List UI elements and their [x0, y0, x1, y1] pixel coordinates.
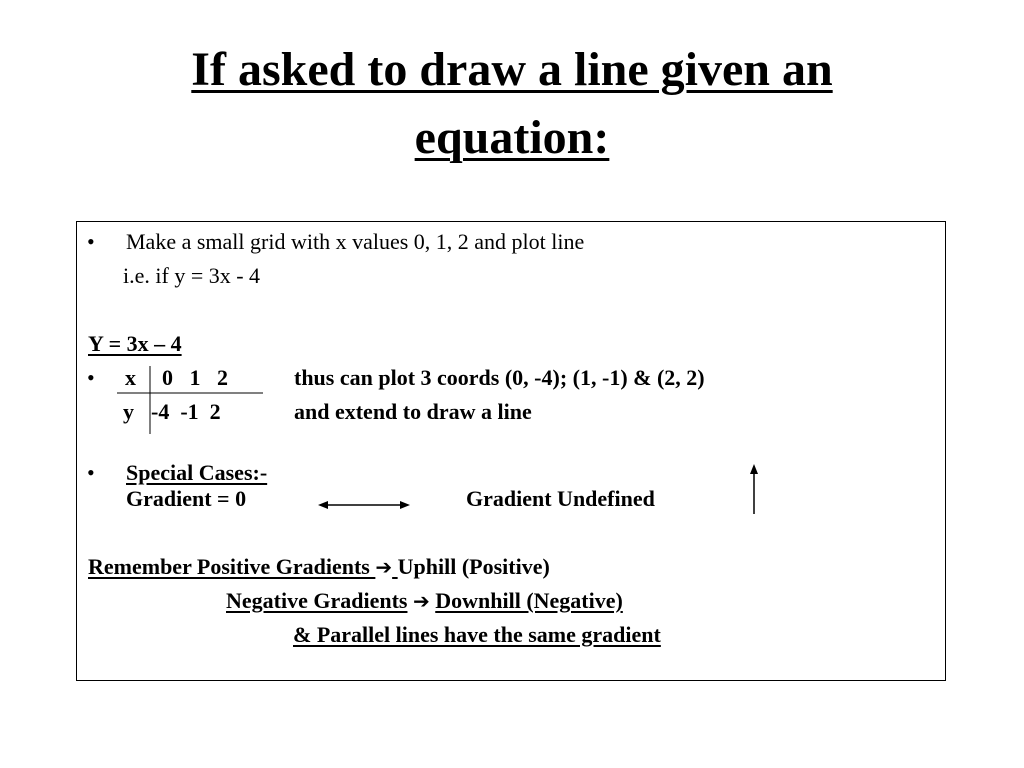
- negative-gradients-label: Negative Gradients: [226, 588, 408, 613]
- negative-result: Downhill (Negative): [435, 588, 623, 613]
- remember-positive-label: Remember Positive Gradients ➔: [88, 554, 393, 579]
- vertical-line-icon: [77, 222, 78, 223]
- example-text: i.e. if y = 3x - 4: [123, 263, 261, 288]
- title-line-2: equation:: [414, 111, 610, 164]
- parallel-note: & Parallel lines have the same gradient: [293, 622, 661, 647]
- gradient-undefined-label: Gradient Undefined: [466, 486, 655, 511]
- bullet-1: •: [87, 229, 95, 254]
- bullet-2: •: [87, 365, 95, 390]
- positive-result: Uphill (Positive): [397, 554, 550, 579]
- gradient-zero-label: Gradient = 0: [126, 486, 247, 511]
- content-box: [76, 221, 946, 681]
- table-y-values: -4 -1 2: [151, 399, 221, 424]
- title-line-1: If asked to draw a line given an: [191, 43, 833, 96]
- bullet-3: •: [87, 460, 95, 485]
- table-x-label: x: [125, 365, 136, 390]
- coords-note: thus can plot 3 coords (0, -4); (1, -1) & (2, 2): [294, 365, 705, 390]
- table-x-values: 0 1 2: [162, 365, 228, 390]
- intro-text: Make a small grid with x values 0, 1, 2 and plot line: [126, 229, 585, 254]
- remember-positive-line: [88, 554, 550, 580]
- equation-label: Y = 3x – 4: [88, 331, 182, 356]
- arrow-right-icon: ➔: [412, 589, 430, 613]
- extend-note: and extend to draw a line: [294, 399, 532, 424]
- slide-title: [0, 36, 1024, 172]
- negative-gradients-line: [226, 588, 623, 614]
- special-cases-heading: Special Cases:-: [126, 460, 268, 485]
- table-y-label: y: [123, 399, 134, 424]
- arrow-right-icon: ➔: [375, 555, 393, 579]
